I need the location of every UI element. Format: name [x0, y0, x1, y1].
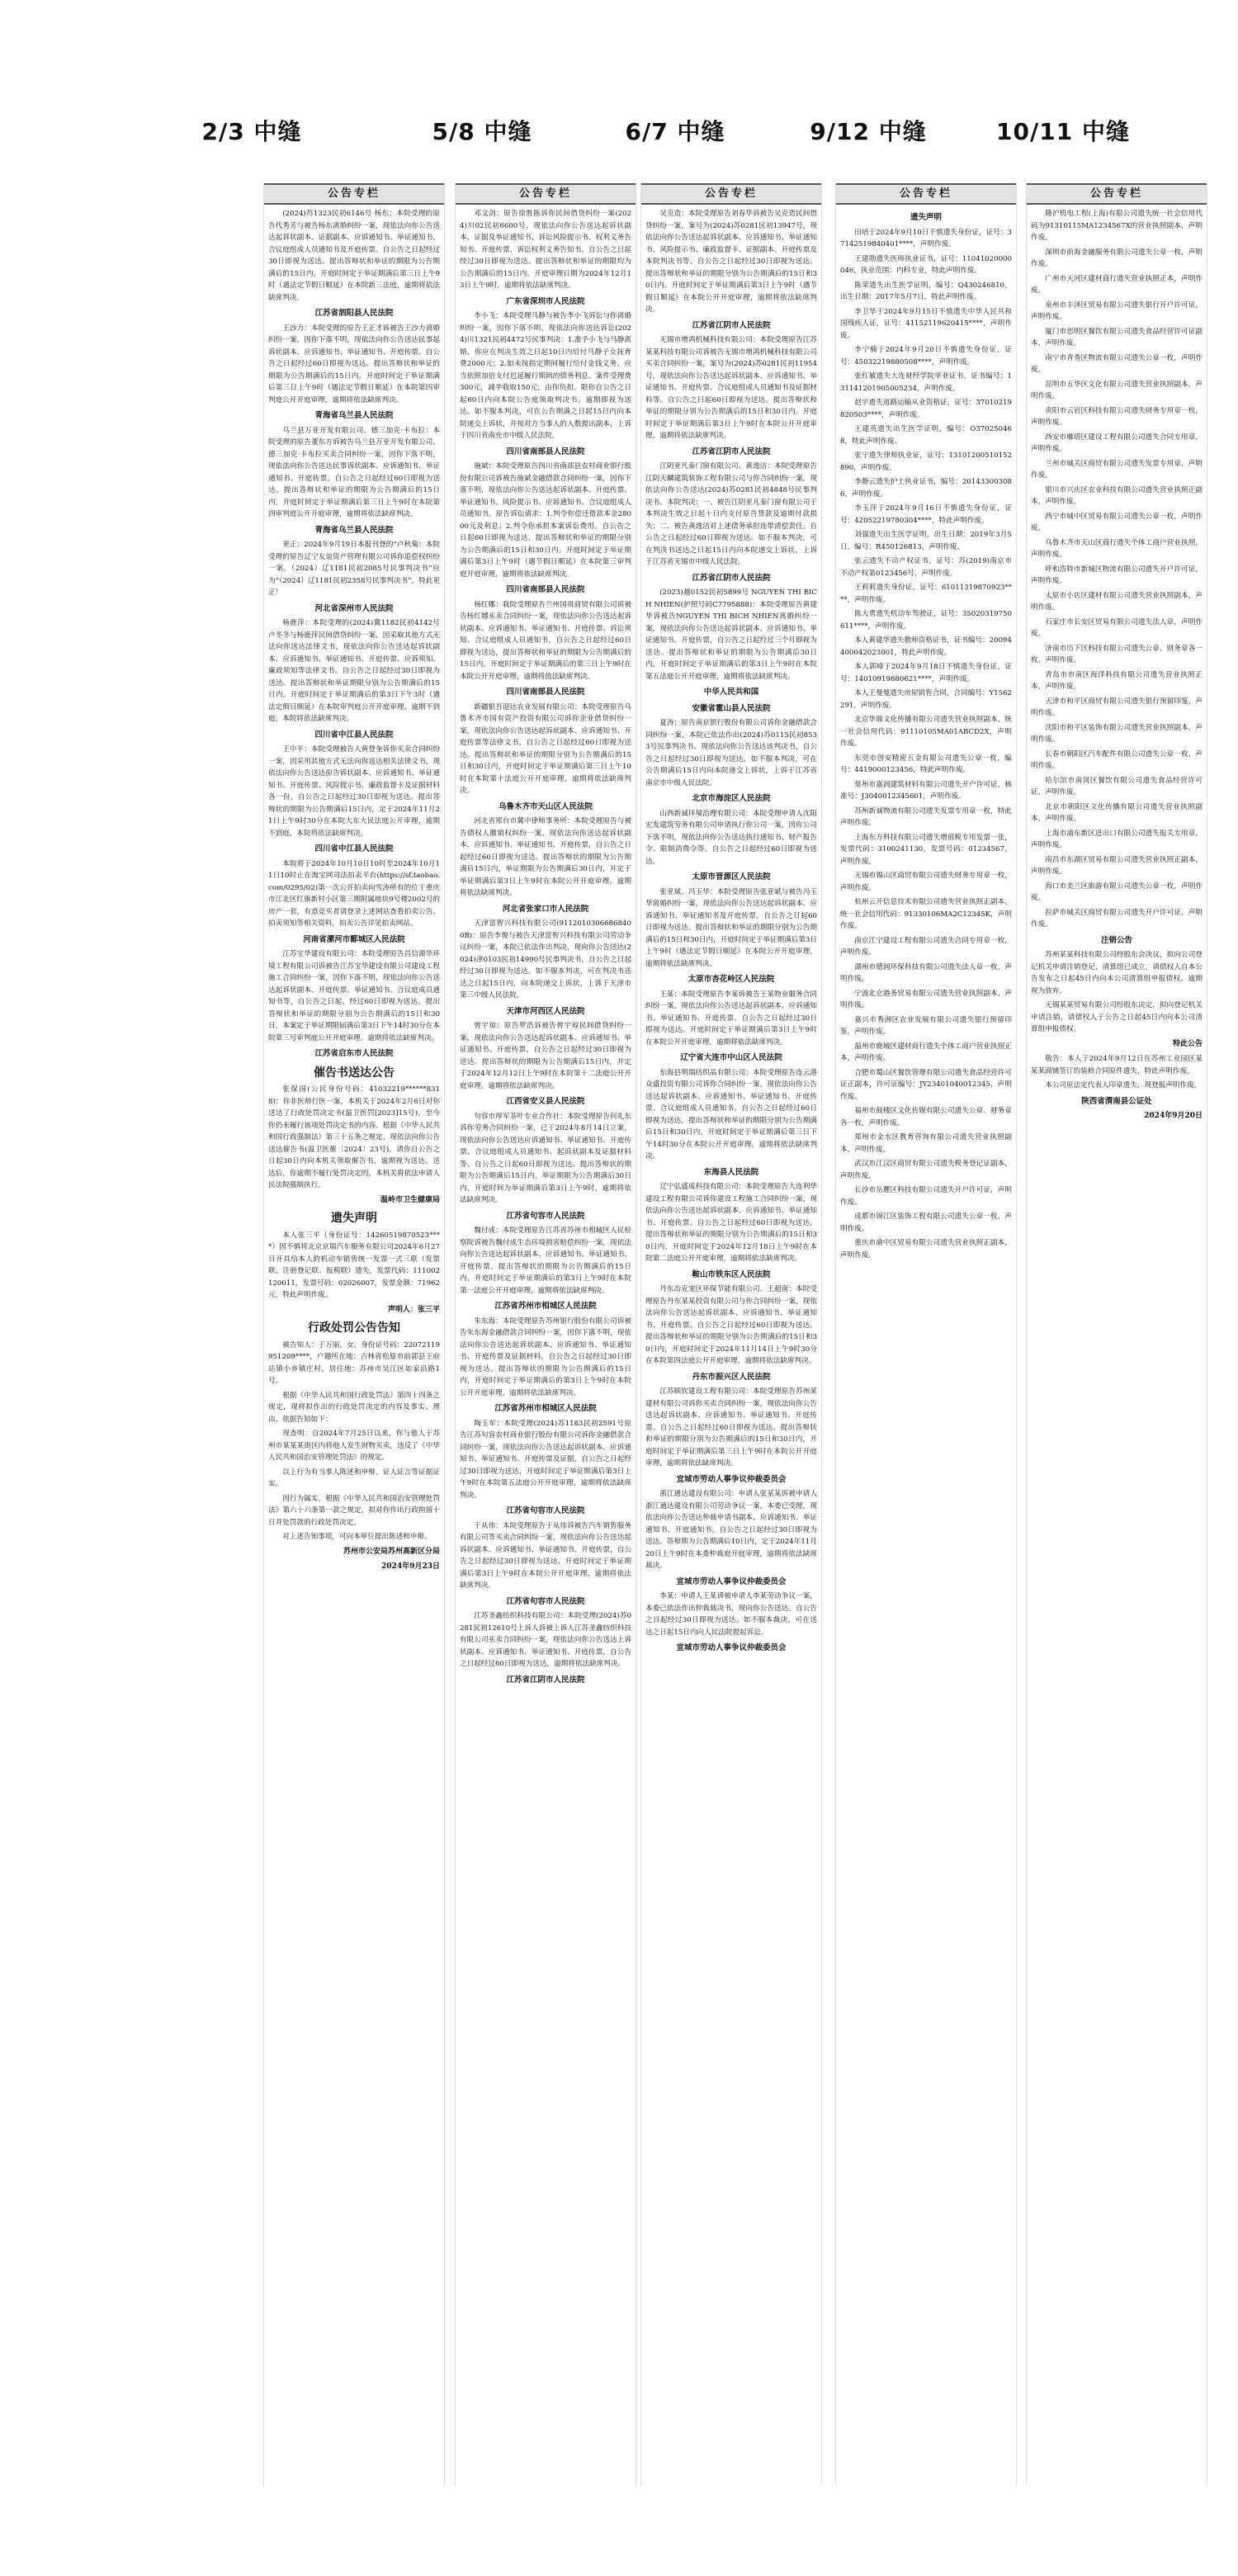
issuer-name: 陕西省渭南县公证处 [1081, 1096, 1152, 1106]
signature-line: 苏州市公安局苏州高新区分局 [343, 1547, 440, 1556]
notice-paragraph: 因行为属实，根据《中华人民共和国治安管理处罚法》第六十六条第一款之规定，拟对你作出行政拘留十日并处罚款的行政处罚决定。 [268, 1494, 440, 1527]
notice-paragraph: 合肥市蜀山区餐饮管理有限公司遗失食品经营许可证正副本，许可证编号：JY23401040012345，声明作废。 [840, 1068, 1012, 1101]
notice-paragraph: 南昌市东湖区贸易有限公司遗失营业执照正副本，声明作废。 [1031, 855, 1203, 876]
notice-paragraph: 天津富智兴科技有限公司(91120103066868400B)：原告李俊与被告天津富智兴科技有限公司劳动争议纠纷一案，本院已依法作出判决，现向你公告送达(2024)津0103民初14990号民事判决书，自公告之日起经过30日即视为送达。如不服本判决，可在判决书送达之日起15日内，向本院递交上诉状，上诉于天津市第三中级人民法院。 [460, 919, 631, 1000]
notice-paragraph: 张红敏遗失大连财经学院毕业证书，证书编号：131141201905005234，声明作废。 [840, 372, 1012, 393]
issuer-name: 四川省南部县人民法院 [506, 447, 585, 456]
issuer-name: 江苏省启东市人民法院 [314, 1049, 394, 1058]
notice-paragraph: 本人王曼曼遗失房屋销售合同，合同编号：Y1562291，声明作废。 [840, 689, 1013, 710]
column-body [1027, 205, 1207, 1123]
notice-paragraph: 陶玉军：本院受理(2024)苏1183民初2591号原告江苏句容农村商业银行股份有限公司诉你金融借款合同纠纷一案，现依法向你公告送达起诉状副本、应诉通知书、举证通知书、开庭传票及证据，自公告之日起经过30日即视为送达，开庭时间定于举证期满后第3日上午9时在本院第五法庭公开开庭审理，逾期将依法缺席判决。 [460, 1419, 631, 1500]
notice-paragraph: 无锡市增鸿机械科技有限公司：本院受理原告江苏某某科技有限公司诉被告无锡市增鸿机械科技有限公司买卖合同纠纷一案，案号为(2024)苏0281民初11954号，现依法向你公告送达起诉状副本、应诉通知书、举证通知书、开庭传票、合议庭组成人员通知书及证据材料等。自公告之日起60日即视为送达。提出答辩状和举证的期限分别为公告期满后的15日和30日内。开庭时间定于举证期满后第3日上午9时在本院公开开庭审理，逾期将依法缺席判决。 [645, 336, 817, 440]
notice-paragraph: 李玉萍于2024年9月16日不慎遗失身份证，证号：42052219780304****，特此声明作废。 [840, 504, 1012, 525]
notice-paragraph: 句容市厚军茶叶专业合作社：本院受理原告何礼东诉你劳务合同纠纷一案，已于2024年8月14日立案，现依法向你公告送达应诉通知书、举证通知书、开庭传票、合议庭组成人员通知书、起诉状副本及证据材料等。自公告之日起60日即视为送达。提出答辩状的期限为公告期满后15日内，举证期限为公告期满后30日内，开庭时间为举证期满后第3日上午9时，逾期将依法缺席判决。 [460, 1112, 631, 1204]
issuer-name: 广东省深圳市人民法院 [506, 296, 585, 306]
notice-paragraph: 石家庄市长安区贸易有限公司遗失法人章，声明作废。 [1031, 617, 1203, 638]
notice-paragraph: 李某：申请人王某诉被申请人李某劳动争议一案，本委已依法作出仲裁裁决书，现向你公告送达。自公告之日起经过30日即视为送达。如不服本裁决，可在送达之日起15日内向人民法院提起诉讼。 [645, 1592, 817, 1637]
column-header: 公告专栏 [264, 183, 444, 205]
notice-paragraph: 西安市雁塔区建设工程有限公司遗失合同专用章，声明作废。 [1031, 432, 1203, 453]
notice-column-5 [1026, 183, 1207, 2486]
notice-paragraph: 于从伟：本院受理原告于从伟诉被告汽车销售服务有限公司等买卖合同纠纷一案，现依法向你公告送达起诉状副本、应诉通知书、举证通知书、开庭传票，自公告之日起经过30日即视为送达，开庭时间定于举证期满后第3日上午9时在本院公开开庭审理，逾期将依法缺席判决。 [460, 1521, 631, 1590]
issuer-name: 河北省深州市人民法院 [314, 603, 394, 613]
issuer-name: 江西省安义县人民法院 [506, 1097, 585, 1106]
notice-paragraph: 江阴亚凡泰门窗有限公司、黄逸洁：本院受理原告江阴天麟建筑装饰工程有限公司与你合同纠纷一案，现依法向你公告送达(2024)苏0281民初4848号民事判决书。本院判决：一、被告江阴亚凡泰门窗有限公司于本判决生效之日起十日内支付原告货款及逾期付款损失；二、被告黄逸洁对上述债务承担连带清偿责任。自公告之日起经过60日即视为送达。如不服本判决，可在判决书送达之日起15日内向本院递交上诉状，上诉于江苏省无锡市中级人民法院。 [645, 462, 817, 566]
issuer-name: 宜城市劳动人事争议仲裁委员会 [676, 1474, 787, 1484]
notice-paragraph: 江苏宝华建设有限公司：本院受理原告昌信源华环境工程有限公司诉被告江苏宝华建设有限公司建设工程施工合同纠纷一案，因你下落不明，现依法向你公告送达起诉状副本、开庭传票、举证通知书、合议庭成员通知书等，自公告之日起，经过60日即视为送达。提出答辩状和举证的期限分别为公告期满后的15日和30日，本案定于举证期限届满后第3日下午14时30分在本院第三号审判庭公开开庭审理，逾期将依法缺席判决。 [268, 950, 440, 1042]
issuer-name: 江苏省苏州市相城区人民法院 [494, 1404, 597, 1413]
notice-paragraph: 深圳市前海金融服务有限公司遗失公章一枚，声明作废。 [1031, 248, 1203, 268]
issuer-name: 太原市杏花岭区人民法院 [688, 975, 775, 984]
notice-paragraph: 李宁楠于2024年9月20日不慎遗失身份证，证号：45032219880508****，声明作废。 [840, 346, 1012, 366]
notice-paragraph: 西宁市城中区贸易有限公司遗失公章一枚，声明作废。 [1031, 512, 1203, 532]
notice-paragraph: 乌兰县万亚开发有限公司、德三加克·卡布拉：本院受理的原告董东方诉被告乌兰县万亚开发有限公司、德三加克·卡布拉买卖合同纠纷一案，因你下落不明，现依法向你公告送达民事诉状副本、应诉通知书、举证通知书、开庭传票。自公告之日起经过60日即视为送达。提出答辩状和举证的期限为公告期满后的15日内，开庭时间定于举证期满后第三日上午9时在本院第四审判庭公开开庭审理，逾期将依法缺席判决。 [268, 426, 440, 518]
notice-paragraph: 曾宇琼：原告罗浩诉被告曾宇琼民间借贷纠纷一案，现依法向你公告送达起诉状副本、应诉通知书、举证通知书、开庭传票，自公告之日起经过30日即视为送达。提出答辩状的期限为公告期满后15日内，并定于2024年12月12日上午9时在本院第十二法庭公开开庭审理，逾期将依法缺席判决。 [460, 1022, 631, 1090]
notice-paragraph: 王建勋遗失医师执业证书，证号：11041020000046，执业范围：内科专业，特此声明作废。 [840, 254, 1012, 275]
notice-paragraph: 常州市嘉润建筑材料有限公司遗失开户许可证，核准号：J3040012345601，声明作废。 [840, 780, 1012, 801]
notice-paragraph: 杨鹿萍：本院受理的(2024)冀1182民初4142号卢冬冬与杨鹿萍民间借贷纠纷一案，因采取其他方式无法向你送达法律文书，现依法向你公告送达起诉状副本、应诉通知书、举证通知书、开庭传票、应诉须知、廉政须知等法律文书。自公告之日起经过30日即视为送达。提出答辩状和举证期限分别为公告期满后的15日内。开庭时间定于举证期满后的第3日下午3时（遇法定假日顺延）在本院审判庭公开开庭审理，逾期不到庭，本院将依法缺席判决。 [268, 619, 440, 723]
notice-paragraph: 福州市鼓楼区文化传媒有限公司遗失公章、财务章各一枚，声明作废。 [840, 1107, 1012, 1127]
issuer-name: 北京市海淀区人民法院 [692, 794, 771, 803]
notice-paragraph: 济南市历下区科技有限公司遗失公章、财务章各一枚，声明作废。 [1031, 644, 1203, 664]
notice-paragraph: 宁波北仑港务贸易有限公司遗失营业执照副本，声明作废。 [840, 989, 1012, 1009]
notice-paragraph: 敬告：本人于2024年9月12日在苏州工业园区某某某商铺签订的装修合同原件遗失，特此声明作废。 [1031, 1055, 1203, 1075]
issuer-name: 江苏省句容市人民法院 [506, 1596, 585, 1606]
notice-paragraph: 朱东海：本院受理原告苏州银行股份有限公司诉被告朱东海金融借款合同纠纷一案，因你下落不明，现依法向你公告送达起诉状副本、应诉通知书、举证通知书、开庭传票及证据材料，自公告之日起经过30日即视为送达，提出答辩状的期限为公告期满后的15日内，开庭时间定于举证期满后的第3日上午9时在本院公开开庭审理，逾期将依法缺席判决。 [460, 1316, 631, 1397]
notice-paragraph: 刘强遗失出生医学证明，出生日期：2019年3月5日，编号：R450126813，声明作废。 [840, 531, 1012, 551]
notice-paragraph: 无锡市锡山区商贸有限公司遗失财务专用章一枚，声明作废。 [840, 872, 1012, 892]
notice-paragraph: 邓文剑：原告徐胜陈诉你民间借贷纠纷一案(2024)川02民初6600号，现依法向你公告送达起诉状副本、证据及举证通知书、诉讼风险提示书、权利义务告知书、开庭传票、诉讼权利义务告知书。自公告之日起经过30日即视为送达。提出答辩状和举证的期限均为公告期满后的15日内。开庭审理日期为2024年12月13日上午9时，逾期将依法缺席判决。 [460, 210, 631, 290]
notice-paragraph: 李静云遗失护士执业证书，编号：201433003086，声明作废。 [840, 478, 1012, 499]
issuer-name: 青海省乌兰县人民法院 [314, 411, 394, 420]
notice-paragraph: 本人张三平（身份证号：14260519870523****）因不慎将北京京瑞汽车服务有限公司2024年6月27日开具给本人的机动车销售统一发票一式三联（发票联、注册登记联、报税联）遗失，发票代码：111002120011，发票号码：02026007，发票金额：71962元，特此声明作废。 [268, 1231, 440, 1299]
notice-paragraph: 本公司原法定代表人印章遗失，现登报声明作废。 [1045, 1081, 1202, 1089]
issuer-name: 江苏省句容市人民法院 [506, 1211, 585, 1221]
notice-column-1 [263, 183, 445, 2486]
notice-paragraph: 北京华鼎文化传播有限公司遗失营业执照副本，统一社会信用代码：91110105MA01ABCD2X，声明作废。 [840, 716, 1012, 748]
notice-paragraph: 苏州新诚物流有限公司遗失发票专用章一枚，特此声明作废。 [840, 806, 1012, 827]
notice-paragraph: 吴克造：本院受理原告刘春华诉被告吴克造民间借贷纠纷一案，案号为(2024)苏0281民初13947号，现依法向你公告送达起诉状副本、应诉通知书、举证通知书、风险提示书、廉政监督卡、证据副本、开庭传票及本院判决书等。自公告之日起经过30日即视为送达。提出答辩状和举证的期限分别为公告期满后的15日和30日内。开庭时间定于举证期满后第3日上午9时（遇节假日顺延）在本院公开开庭审理，逾期将依法缺席判决。 [645, 210, 817, 314]
issuer-name: 江苏省江阴市人民法院 [692, 573, 771, 583]
notice-paragraph: 天津市和平区商贸有限公司遗失银行预留印鉴，声明作废。 [1031, 697, 1203, 717]
notice-paragraph: 本人黄建华遗失教师资格证书，证书编号：20094400042023001，特此声明作废。 [840, 636, 1012, 657]
column-label-4: 9/12 中缝 [810, 118, 927, 145]
notice-paragraph: 山西新诚环境治理有限公司：本院受理申请人沈阳宏发建筑劳务有限公司申请执行你公司一案，因你公司下落不明，现依法向你公告送达执行通知书、财产报告令、限制消费令等。自公告之日起经过60日即视为送达。 [645, 809, 817, 866]
notice-paragraph: 王莉莉遗失身份证，证号：61011319870923****，声明作废。 [840, 584, 1012, 604]
notice-paragraph: 南京江宁建设工程有限公司遗失合同专用章一枚，声明作废。 [840, 936, 1012, 957]
issuer-name: 注销公告 [1100, 935, 1132, 945]
column-body [641, 205, 821, 1655]
notice-paragraph: 本院将于2024年10月10日10时至2024年10月11日10时止在淘宝网司法拍卖平台(https://sf.taobao.com/0295/02)第一次公开拍卖向雪涛所有的位于重庆市江北区红旗新村小区第三期附属地块9号楼2002号的房产一套，有意竞买者请登录上述网站查看拍卖公告、拍卖须知等相关资料，拍卖公告详见拍卖网站。 [268, 859, 440, 928]
notice-paragraph: 张云遗失不动产权证书，证号：苏(2019)南京市不动产权第0123456号，声明作废。 [840, 557, 1012, 578]
column-body [456, 205, 636, 1686]
notice-paragraph: 上海东方科技有限公司遗失增值税专用发票一张，发票代码：3100241130，发票号码：01234567，声明作废。 [840, 833, 1012, 866]
notice-paragraph: 隆沪机电工程(上海)有限公司遗失统一社会信用代码为91310115MA1234567X的营业执照副本，声明作废。 [1031, 210, 1203, 242]
notice-paragraph: 太原市小店区建材有限公司遗失营业执照副本，声明作废。 [1031, 591, 1203, 612]
column-body [836, 205, 1016, 1261]
issuer-name: 遗失声明 [910, 213, 942, 222]
column-header: 公告专栏 [456, 183, 636, 205]
issuer-name: 中华人民共和国 [703, 688, 759, 697]
signature-line: 特此公告 [1172, 1039, 1203, 1048]
notice-paragraph: 苏州某某科技有限公司经股东会决议，拟向公司登记机关申请注销登记，清算组已成立，请债权人自本公告发布之日起45日内向本公司清算组申报债权，逾期视为放弃。 [1031, 951, 1203, 995]
notice-paragraph: 浙江通达建设有限公司：申请人张某某诉被申请人浙江通达建设有限公司劳动争议一案，本委已受理，现依法向你公告送达仲裁申请书副本、应诉通知书、举证通知书、开庭通知书。自公告之日起经过30日即视为送达。答辩期为公告期满后10日内，定于2024年11月20日上午9时在本委仲裁庭开庭审理，逾期将依法缺席裁决。 [645, 1490, 817, 1570]
issuer-name: 天津市河西区人民法院 [506, 1006, 585, 1016]
issuer-name: 辽宁省大连市中山区人民法院 [680, 1053, 782, 1062]
notice-paragraph: 厦门市思明区餐饮有限公司遗失食品经营许可证副本，声明作废。 [1031, 327, 1203, 347]
issuer-name: 宣城市劳动人事争议仲裁委员会 [676, 1643, 787, 1652]
notice-paragraph: 杨红娜：我院受理原告兰州国贵商贸有限公司诉被告杨红娜买卖合同纠纷一案，现依法向你公告送达起诉状副本、应诉通知书、举证通知书、开庭传票、诉讼须知、合议庭组成人员通知书，自公告之日起经过60日即视为送达，提出答辩状和举证的期限为公告期满后的15日内，开庭时间定于举证期满后的第三日上午9时在本院公开开庭审理，逾期将依法缺席判决。 [460, 600, 631, 681]
notice-paragraph: 呼和浩特市新城区物流有限公司遗失开户许可证，声明作废。 [1031, 565, 1203, 585]
notice-paragraph: 郑州市金水区教育咨询有限公司遗失营业执照副本，声明作废。 [840, 1133, 1012, 1154]
notice-paragraph: 南宁市青秀区物流有限公司遗失公章一枚，声明作废。 [1031, 353, 1203, 374]
notice-paragraph: 张亚斌、冯玉华：本院受理原告张亚斌与被告冯玉华离婚纠纷一案，现依法向你公告送达起诉状副本、应诉通知书、举证通知书及开庭传票。自公告之日起60日即视为送达。提出答辩状和举证的期限分别为公告期满后的15日和30日内，开庭时间定于举证期满后第3日上午9时（遇法定节假日顺延）在本院公开开庭审理，逾期将依法缺席判决。 [645, 887, 817, 968]
issuer-name: 江苏省泗阳县人民法院 [314, 309, 394, 318]
notice-paragraph: 王建英遗失出生医学证明，编号：O370250468，特此声明作废。 [840, 425, 1012, 446]
issuer-name: 河南省漯河市郾城区人民法院 [303, 934, 405, 944]
notice-date: 2024年9月23日 [381, 1562, 440, 1571]
notice-paragraph: 江苏顺钦建设工程有限公司：本院受理原告苏州某建材有限公司诉你买卖合同纠纷一案，现依法向你公告送达起诉状副本、应诉通知书、举证通知书、开庭传票。自公告之日起经过60日即视为送达。提出答辩状和举证的期限分别为公告期满后的15日和30日内，开庭时间定于举证期满后第三日上午9时在本院公开开庭审理，逾期将依法缺席判决。 [645, 1387, 817, 1468]
notice-paragraph: 上海市浦东新区进出口有限公司遗失报关专用章，声明作废。 [1031, 829, 1203, 849]
notice-paragraph: 兰州市城关区商贸有限公司遗失发票专用章，声明作废。 [1031, 459, 1203, 480]
column-label-5: 10/11 中缝 [996, 118, 1130, 145]
issuer-name: 四川省南部县人民法院 [506, 688, 585, 697]
issuer-name: 四川省南部县人民法院 [506, 585, 585, 594]
notice-paragraph: 银川市兴庆区农业科技有限公司遗失营业执照正副本，声明作废。 [1031, 485, 1203, 506]
signature-line: 温岭市卫生健康局 [380, 1195, 440, 1204]
issuer-name: 东海县人民法院 [703, 1167, 759, 1177]
notice-column-4 [835, 183, 1017, 2486]
notice-paragraph: 贵阳市云岩区科技有限公司遗失财务专用章一枚，声明作废。 [1031, 406, 1203, 427]
notice-paragraph: 东海县明瑞纺织品有限公司：本院受理原告连云港众盛投资有限公司诉你合同纠纷一案，现依法向你公告送达起诉状副本、应诉通知书、举证通知书、开庭传票、合议庭组成人员通知书。自公告之日起经过60日即视为送达，提出答辩状和举证的期限分别为公告期满后15日和30日内，开庭时间定于举证期满后第三日下午14时30分在本院公开开庭审理，逾期将依法缺席判决。 [645, 1068, 817, 1160]
issuer-name: 江苏省苏州市相城区人民法院 [494, 1302, 597, 1311]
notice-paragraph: 夏涛：原告南京银行股份有限公司诉你金融借款合同纠纷一案，本院已依法作出(2024)苏0115民初8533号民事判决书。现依法向你公告送达该判决书，自公告之日起经过30日即视为送达。如不服本判决，可在公告期满后15日内向本院递交上诉状，上诉于江苏省南京市中级人民法院。 [645, 719, 817, 787]
notice-paragraph: 新疆银吾迎达农业发展有限公司：本院受理原告乌鲁木齐市国有资产投资有限公司诉你企业借贷纠纷一案，现依法向你公告送达起诉状副本、应诉通知书、开庭传票等法律文书，自公告之日起经过60日即视为送达。提出答辩状和举证的期限分别为公告期满后的15日和30日内，开庭时间定于举证期满后第三日上午10时在本院第十法庭公开开庭审理，逾期将依法缺席判决。 [460, 702, 631, 795]
issuer-name: 四川省中江县人民法院 [314, 844, 394, 853]
notice-paragraph: 江苏圣鑫纺织科技有限公司：本院受理(2024)苏0281民初12610号上诉人诉被上诉人江苏圣鑫纺织科技有限公司买卖合同纠纷一案，现依法向你公告送达上诉状副本、应诉通知书、举证通知书、开庭传票，自公告之日起经过60日即视为送达，逾期将依法缺席判决。 [460, 1612, 631, 1668]
notice-title: 催告书送达公告 [314, 1066, 395, 1080]
notice-paragraph: 杭州云开信息技术有限公司遗失营业执照正副本，统一社会信用代码：91330106MA2C12345K，声明作废。 [840, 898, 1012, 930]
notice-paragraph: 辽宁弘盛成科技有限公司：本院受理原告大连利华建设工程有限公司诉你建设工程施工合同纠纷一案，现依法向你公告送达起诉状副本、应诉通知书、举证通知书、开庭传票。自公告之日起经过60日即视为送达。提出答辩状和举证的期限分别为公告期满后的15日和30日内，开庭时间定于2024年12月18日上午9时在本院第二法庭公开开庭审理，逾期将依法缺席判决。 [645, 1183, 817, 1263]
notice-paragraph: 被告知人：于万丽，女，身份证号码：22072119951209****，户籍所在地：吉林省松原市前郭县王府站镇小乡镇庄村，居住地：苏州市吴江区如家沿路1号。 [268, 1340, 440, 1385]
notice-paragraph: 赵宇遗失道路运输从业资格证，证号：37010219820503****，声明作废。 [840, 399, 1012, 419]
issuer-name: 丹东市振兴区人民法院 [692, 1372, 771, 1382]
column-header: 公告专栏 [1027, 183, 1207, 205]
signature-line: 声明人：张三平 [387, 1305, 440, 1314]
notice-paragraph: (2023)越0152民初5899号 NGUYEN THI BICH NHIEN(护照号码C7795888)：本院受理原告黄建华诉被告NGUYEN THI BICH NHIEN离婚纠纷一案，现依法向你公告送达起诉状副本、应诉通知书、举证通知书、开庭传票，自公告之日起经过三个月即视为送达。提出答辩状和举证的期限为公告期满后30日内，开庭时间定于举证期满后的第3日上午9时在本院第五法庭公开开庭审理，逾期将依法缺席判决。 [645, 588, 817, 681]
notice-paragraph: 对上述告知事项，可向本单位提出陈述和申辩。 [282, 1533, 432, 1541]
notice-paragraph: 拉萨市城关区商贸有限公司遗失开户许可证，声明作废。 [1031, 908, 1203, 929]
notice-paragraph: 王沙力：本院受理的原告王正才诉被告王沙力离婚纠纷一案，因你下落不明，现依法向你公告送达民事起诉状副本、应诉通知书、举证通知书、开庭传票。自公告之日起经过60日即视为送达。提出答辩状和举证的期限为公告期满后的15日内。开庭时间定于举证期满后第三日上午9时（遇法定节假日顺延）在本院第四审判庭公开开庭审理，逾期将依法缺席判决。 [268, 324, 440, 404]
notice-paragraph: 北京市朝阳区文化传播有限公司遗失营业执照副本，声明作废。 [1031, 802, 1203, 823]
notice-paragraph: 哈尔滨市南岗区餐饮有限公司遗失食品经营许可证，声明作废。 [1031, 776, 1203, 796]
column-label-3: 6/7 中缝 [625, 118, 725, 145]
issuer-name: 江苏省句容市人民法院 [506, 1506, 585, 1515]
notice-paragraph: 陈大勇遗失机动车驾驶证，证号：35020319750611****，声明作废。 [840, 610, 1012, 631]
notice-paragraph: 魏付成：本院受理原告江苏省苏州市相城区人民检察院诉被告魏付成生态环境损害赔偿纠纷一案，现依法向你公告送达起诉状副本、应诉通知书、举证通知书、开庭传票，提出答辩状的期限为公告期满后的15日内，开庭时间定于举证期满后的第3日上午9时在本院第一法庭公开开庭审理，逾期将依法缺席判决。 [460, 1227, 631, 1295]
notice-column-3 [640, 183, 822, 2486]
issuer-name: 乌鲁木齐市天山区人民法院 [498, 801, 593, 811]
notice-paragraph: 沈阳市和平区装饰有限公司遗失营业执照副本，声明作废。 [1031, 723, 1203, 744]
column-label-1: 2/3 中缝 [201, 118, 302, 145]
notice-paragraph: 广州市天河区建材商行遗失营业执照正本，声明作废。 [1031, 274, 1203, 295]
notice-paragraph: 王中平：本院受理被告人黄登奎诉你买卖合同纠纷一案，因采用其他方式无法向你送达相关法律文书，现依法向你公告送达原告诉状副本、应诉通知书、举证通知书、开庭传票、风险提示书、廉政监督卡及证据材料各一份。自公告之日起经过30日即视为送达。提出答辩状的期限为公告期满后15日内，定于2024年11月21日上午9时30分在本院大东大民法庭公开审理，逾期不到庭，本院将依法缺席判决。 [268, 745, 440, 838]
notice-paragraph: 以上行为有当事人陈述和申辩、证人证言等证据证实。 [268, 1468, 440, 1488]
notice-paragraph: 李卫华于2024年9月15日不慎遗失中华人民共和国残疾人证，证号：41152119620415****，声明作废。 [840, 307, 1012, 340]
issuer-name: 江苏省江阴市人民法院 [692, 320, 771, 330]
notice-paragraph: 温州市鹿城区建材商行遗失个体工商户营业执照正本，声明作废。 [840, 1042, 1012, 1062]
notice-paragraph: 乌鲁木齐市天山区商行遗失个体工商户营业执照，声明作废。 [1031, 538, 1203, 559]
notice-paragraph: 施斌：本院受理原告四川省南部县农村商业银行股份有限公司诉被告施斌金融借款合同纠纷一案，因你下落不明，现依法向你公告送达起诉状副本、开庭传票、举证通知书、风险提示书、应诉通知书、合议庭组成人员通知书。原告诉讼请求：1.判令你偿还借款本金28000元及利息；2.判令你承担本案诉讼费用。自公告之日起60日即视为送达，提出答辩状和举证的期限分别为公告期满后的15日和30日内。开庭时间定于举证期满后第3日上午9时（遇节假日顺延）在本院第三审判庭开庭审理，逾期将依法缺席判决。 [460, 462, 631, 579]
notice-paragraph: 丹东冶克宠区环保节能有限公司、王超南：本院受理原告丹东某某投资有限公司与你合同纠纷一案，现依法向你公告送达起诉状副本、应诉通知书、举证通知书、开庭传票。自公告之日起经过60日即视为送达。提出答辩状和举证的期限分别为公告期满后的15日和30日内，开庭时间定于2024年11月14日上午9时30分在本院第四法庭公开开庭审理，逾期将依法缺席判决。 [645, 1285, 817, 1365]
notice-paragraph: 长沙市岳麓区科技有限公司遗失开户许可证，声明作废。 [840, 1186, 1012, 1207]
column-label-2: 5/8 中缝 [432, 118, 532, 145]
notice-paragraph: 武汉市江汉区商贸有限公司遗失税务登记证副本，声明作废。 [840, 1160, 1012, 1180]
column-body [264, 205, 444, 1573]
issuer-name: 安徽省霍山县人民法院 [692, 703, 771, 713]
notice-paragraph: 长春市朝阳区汽车配件有限公司遗失公章一枚，声明作废。 [1031, 749, 1203, 770]
issuer-name: 太原市晋源区人民法院 [692, 872, 771, 882]
notice-paragraph: 李小飞：本院受理马静与被告李小飞诉讼与你离婚纠纷一案，因你下落不明，现依法向你送达诉讼(2024)川1321民初4472号民事判决：1.准予小飞与马静离婚，你应在判决生效之日起10日内给付马静子女抚育费2000元；2.如未按指定期间履行给付金钱义务，应当依照加倍支付迟延履行期间的债务利息。案件受理费300元，减半收取150元，由你负担。限你自公告之日起60日内向本院公告庭领取判决书。逾期即视为送达。如不服本判决，可在公告期满之日起15日内向本院递交上诉状，并按对方当事人的人数提出副本，上诉于四川省南充市中级人民法院。 [460, 312, 631, 440]
notice-paragraph: 海口市美兰区旅游有限公司遗失公章一枚，声明作废。 [1031, 882, 1203, 902]
issuer-name: 青海省乌兰县人民法院 [314, 525, 394, 535]
notice-paragraph: 泉州市丰泽区贸易有限公司遗失银行开户许可证，声明作废。 [1031, 300, 1203, 321]
notice-column-2 [455, 183, 636, 2486]
notice-paragraph: 田培于2024年9月10日不慎遗失身份证，证号：37142519840401****，声明作废。 [840, 228, 1012, 248]
notice-paragraph: 根据《中华人民共和国行政处罚法》第四十四条之规定，现将拟作出的行政处罚决定的内容及事实、理由、依据告知如下： [268, 1391, 440, 1424]
issuer-name: 河北省张家口市人民法院 [502, 904, 589, 914]
notice-paragraph: (2024)苏1323民初6146号 杨东：本院受理的原告代秀芳与被告杨东离婚纠纷一案，现依法向你公告送达起诉状副本、证据副本、应诉通知书、举证通知书、合议庭组成人员通知书及开庭传票。自公告之日起经过30日即视为送达。提出答辩状和举证的期限为公告期满后的15日内，开庭时间定于举证期满后第三日上午9时（遇法定节假日顺延）在本院新三法庭，逾期将依法缺席判决。 [268, 210, 440, 302]
issuer-name: 江苏省江阴市人民法院 [692, 447, 771, 456]
notice-paragraph: 本人郭峰于2024年9月18日不慎遗失身份证，证号：14010919880621****，声明作废。 [840, 663, 1012, 683]
notice-paragraph: 陈荣遗失出生医学证明，编号：Q430246810，出生日期：2017年5月7日，特此声明作废。 [840, 281, 1012, 301]
notice-paragraph: 现查明：自2024年7月25日以来，你与他人于苏州市某某某街区内将他人发生财物买卖，违反了《中华人民共和国治安管理处罚法》的规定。 [268, 1430, 440, 1462]
notice-paragraph: 河北省邢台市冀中律师事务所：本院受理原告与被告债权人撤销权纠纷一案，现依法向你送达起诉状副本、应诉通知书、举证通知书、开庭传票，自公告之日起经过60日即视为送达。提出答辩状的期限为公告期满后15日内，举证期限为公告期满后30日内，并定于举证期满后第3日上午9时在本院公开开庭审理，逾期将依法缺席判决。 [460, 817, 631, 897]
column-header: 公告专栏 [641, 183, 821, 205]
notice-paragraph: 张保国(公民身份号码：41032219******8318)：你非医师行医一案，本机关于2024年2月6日对你送达了行政处罚决定书(温卫医罚[2023]15号)，至今你仍未履行该项处罚决定书的内容。根据《中华人民共和国行政强制法》第三十五条之规定，现依法向你公告送达催告书(温卫医催〔2024〕23号)，请你自公告之日起30日内向本机关领取催告书，逾期视为送达，送达后，你逾期不履行处罚决定的，本机关将依法申请人民法院强制执行。 [268, 1085, 440, 1189]
notice-paragraph: 张宁遗失律师执业证，证号：13101200510152890，声明作废。 [840, 451, 1012, 472]
column-header: 公告专栏 [836, 183, 1016, 205]
notice-title: 遗失声明 [331, 1212, 377, 1225]
notice-paragraph: 更正：2024年9月19日本报刊登的“卢秋菊：本院受理的原告辽宁友谊资产管理有限公司诉你追偿权纠纷一案，（2024）辽1181民初2085号民事判决书”应为“（2024）辽1181民初2358号民事判决书”，特此更正！ [268, 541, 440, 597]
notice-title: 行政处罚公告告知 [308, 1321, 400, 1335]
issuer-name: 鞍山市铁东区人民法院 [692, 1269, 771, 1279]
notice-paragraph: 成都市锦江区装饰工程有限公司遗失公章一枚，声明作废。 [840, 1212, 1012, 1233]
notice-paragraph: 无锡某某贸易有限公司经股东决定，拟向登记机关申请注销，请债权人于公告之日起45日内向本公司清算组申报债权。 [1031, 1001, 1203, 1033]
issuer-name: 江苏省江阴市人民法院 [506, 1675, 585, 1685]
notice-paragraph: 嘉兴市秀洲区农业发展有限公司遗失银行预留印鉴，声明作废。 [840, 1015, 1012, 1036]
notice-paragraph: 重庆市渝中区贸易有限公司遗失营业执照正副本，声明作废。 [840, 1239, 1012, 1260]
notice-paragraph: 青岛市市南区海洋科技有限公司遗失营业执照正本，声明作废。 [1031, 670, 1203, 691]
notice-paragraph: 东莞市创安精密五金有限公司遗失公章一枚，编号：4419000123456，特此声明作废。 [840, 754, 1012, 774]
issuer-name: 四川省中江县人民法院 [314, 730, 394, 740]
notice-paragraph: 昆明市五华区文化有限公司遗失营业执照副本，声明作废。 [1031, 380, 1203, 400]
notice-paragraph: 湖州市德润环保科技有限公司遗失法人章一枚，声明作废。 [840, 962, 1012, 983]
notice-date: 2024年9月20日 [1144, 1112, 1203, 1120]
notice-paragraph: 王某：本院受理原告李某诉被告王某物业服务合同纠纷一案，现依法向你公告送达起诉状副本、应诉通知书、举证通知书、开庭传票。自公告之日起经过30日即视为送达。开庭时间定于举证期满后第3日上午9时在本院公开开庭审理，逾期将依法缺席判决。 [645, 990, 817, 1047]
issuer-name: 宣城市劳动人事争议仲裁委员会 [676, 1576, 787, 1586]
